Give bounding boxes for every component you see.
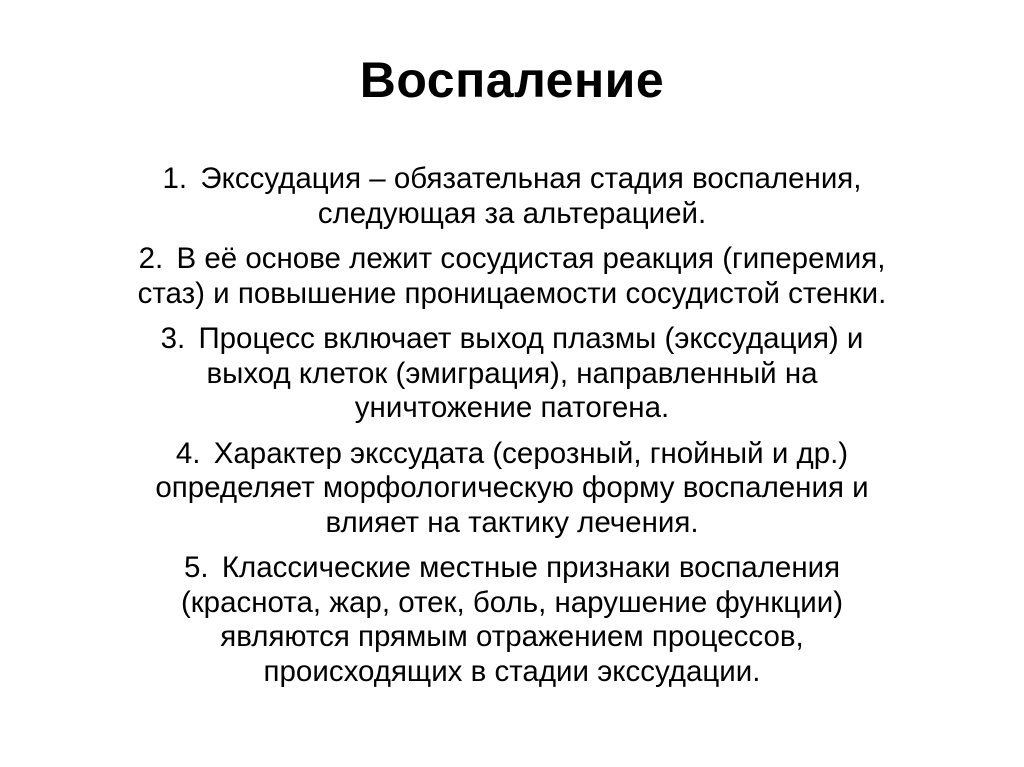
item-number: 5. [183,551,209,584]
list-item [60,551,964,689]
item-line [176,437,848,470]
item-line [161,322,864,355]
item-line: (краснота, жар, отек, боль, нарушение функции) [180,585,844,619]
item-line: выход клеток (эмиграция), направленный на [206,356,818,390]
item-text: В её основе лежит сосудистая реакция (гиперемия, [176,242,886,275]
list-item [60,322,964,426]
item-number: 4. [175,436,201,470]
list-item [60,162,964,231]
item-text: Процесс включает выход плазмы (экссудация) и [198,322,864,355]
item-line: влияет на тактику лечения. [325,505,699,539]
item-line [139,242,886,275]
item-line: происходящих в стадии экссудации. [263,654,761,688]
item-line: определяет морфологическую форму воспаления и [155,471,869,504]
list-item [60,437,964,541]
numbered-list [60,162,964,700]
item-number: 1. [162,162,188,195]
item-line [163,162,862,195]
list-item [60,242,964,311]
slide-title: Воспаление [359,52,665,108]
item-line [184,551,840,584]
item-number: 2. [138,242,164,275]
item-line: уничтожение патогена. [354,391,670,424]
item-text: Характер экссудата (серозный, гнойный и др.) [213,436,849,470]
item-number: 3. [160,322,186,355]
item-line: являются прямым отражением процессов, [220,620,804,653]
item-text: Экссудация – обязательная стадия воспаления, [200,162,862,195]
item-line: следующая за альтерацией. [317,196,707,230]
item-line: стаз) и повышение проницаемости сосудистой стенки. [137,276,887,310]
item-text: Классические местные признаки воспаления [221,551,841,584]
